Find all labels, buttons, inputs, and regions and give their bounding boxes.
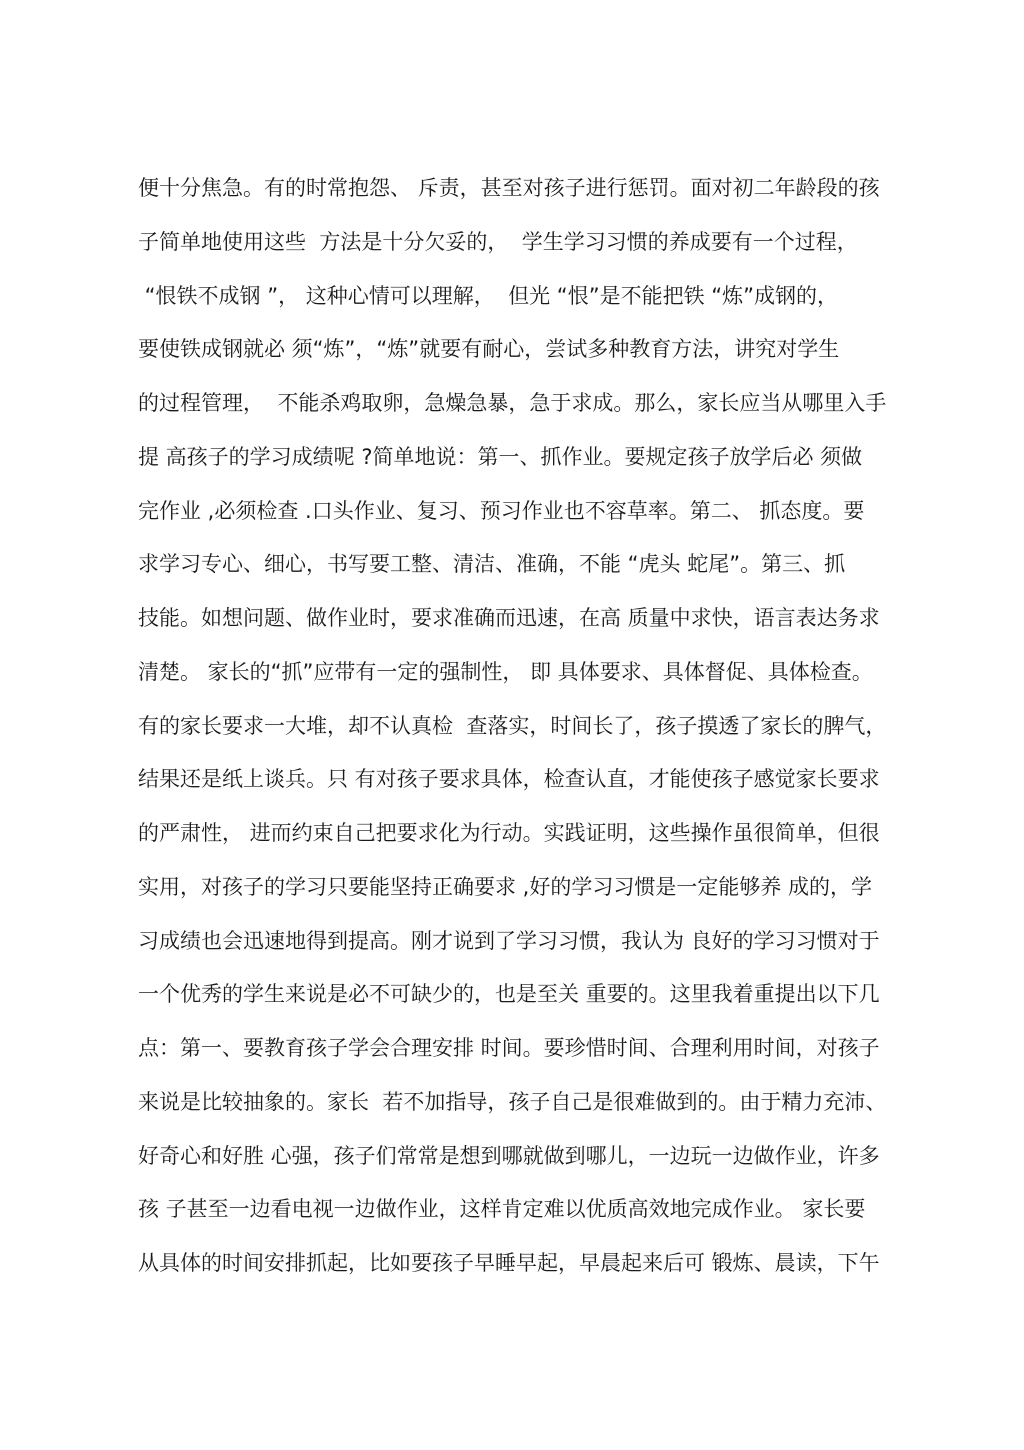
text-line: 的过程管理， 不能杀鸡取卵，急燥急暴，急于求成。那么，家长应当从哪里入手 <box>138 391 887 415</box>
text-line: 有的家长要求一大堆，却不认真检 查落实，时间长了，孩子摸透了家长的脾气， <box>138 713 887 738</box>
text-line: 子简单地使用这些 方法是十分欠妥的， 学生学习习惯的养成要有一个过程， <box>138 229 858 254</box>
text-line: 点：第一、要教育孩子学会合理安排 时间。要珍惜时间、合理利用时间，对孩子 <box>138 1036 880 1060</box>
text-line: 完作业 ,必须检查 .口头作业、复习、预习作业也不容草率。第二、 抓态度。要 <box>138 498 865 523</box>
text-line: 便十分焦急。有的时常抱怨、 斥责，甚至对孩子进行惩罚。面对初二年龄段的孩 <box>138 176 880 200</box>
text-line: 来说是比较抽象的。家长 若不加指导，孩子自己是很难做到的。由于精力充沛、 <box>138 1089 887 1114</box>
text-line: 结果还是纸上谈兵。只 有对孩子要求具体，检查认直，才能使孩子感觉家长要求 <box>138 767 880 792</box>
text-line: 习成绩也会迅速地得到提高。刚才说到了学习习惯，我认为 良好的学习习惯对于 <box>138 928 880 953</box>
text-line: 实用，对孩子的学习只要能坚持正确要求 ,好的学习习惯是一定能够养 成的，学 <box>138 874 873 899</box>
text-line: “恨铁不成钢 ”， 这种心情可以理解， 但光 “恨”是不能把铁 “炼”成钢的， <box>138 283 839 308</box>
text-line: 技能。如想问题、做作业时，要求准确而迅速，在高 质量中求快，语言表达务求 <box>138 606 880 630</box>
text-line: 提 高孩子的学习成绩呢 ?简单地说：第一、抓作业。要规定孩子放学后必 须做 <box>138 444 863 469</box>
text-line: 从具体的时间安排抓起，比如要孩子早睡早起，早晨起来后可 锻炼、晨读，下午 <box>138 1251 880 1275</box>
text-line: 好奇心和好胜 心强，孩子们常常是想到哪就做到哪儿，一边玩一边做作业，许多 <box>138 1143 880 1168</box>
text-line: 清楚。 家长的“抓”应带有一定的强制性， 即 具体要求、具体督促、具体检查。 <box>138 659 873 684</box>
text-line: 的严肃性， 进而约束自己把要求化为行动。实践证明，这些操作虽很简单，但很 <box>138 821 880 845</box>
body-text <box>138 162 898 1291</box>
text-line: 要使铁成钢就必 须“炼”，“炼”就要有耐心，尝试多种教育方法，讲究对学生 <box>138 337 840 362</box>
text-line: 求学习专心、细心，书写要工整、清洁、准确，不能 “虎头 蛇尾”。第三、抓 <box>138 552 846 577</box>
text-line: 一个优秀的学生来说是必不可缺少的，也是至关 重要的。这里我着重提出以下几 <box>138 982 880 1007</box>
text-line: 孩 子甚至一边看电视一边做作业，这样肯定难以优质高效地完成作业。 家长要 <box>138 1197 866 1222</box>
